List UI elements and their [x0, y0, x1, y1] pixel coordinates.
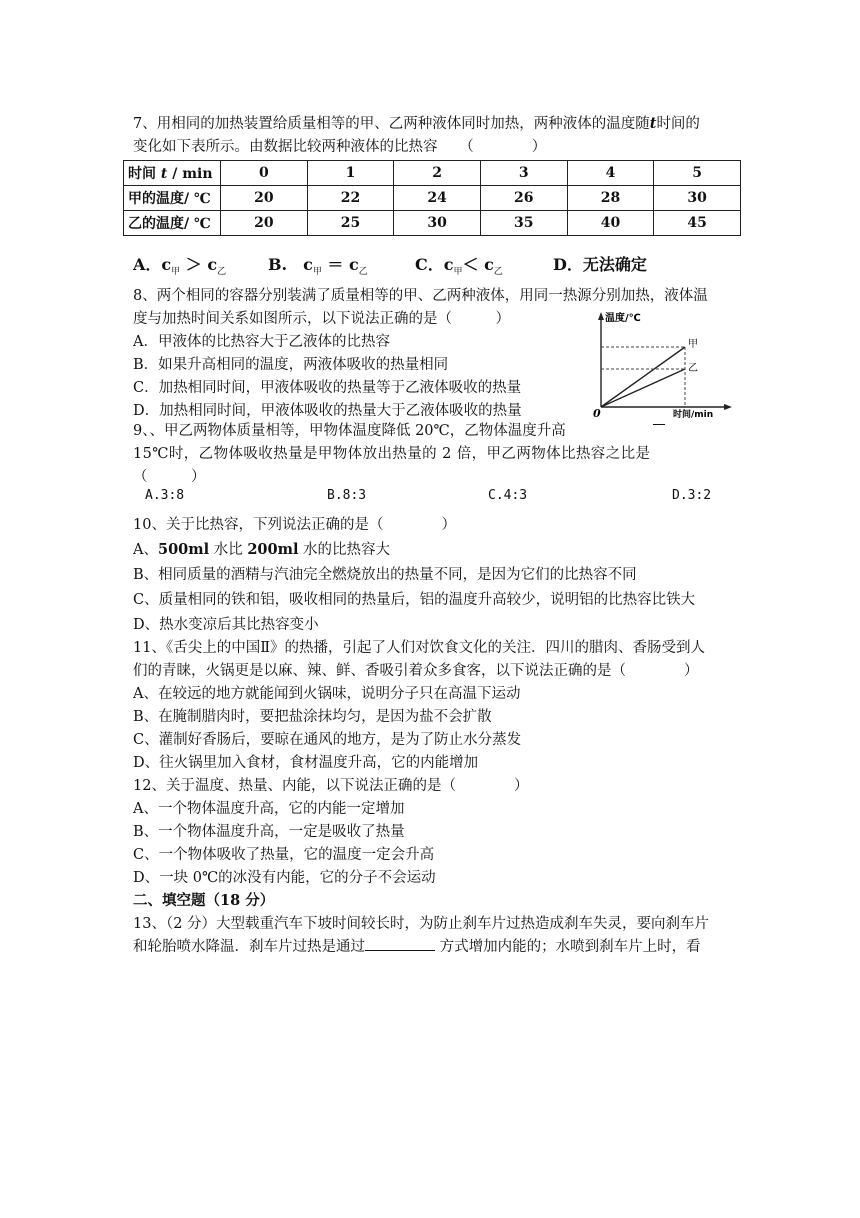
q10-stem: 10、关于比热容，下列说法正确的是（ ）	[133, 517, 456, 533]
table-cell: 45	[654, 211, 741, 236]
series-label-a: 甲	[688, 339, 698, 350]
table-cell: 30	[654, 186, 741, 211]
table-cell: 40	[567, 211, 654, 236]
series-line-b	[601, 369, 685, 407]
q7-option-d: D．无法确定	[553, 255, 647, 274]
table-row-label-a: 甲的温度/ ℃	[124, 186, 221, 211]
x-axis-arrow	[724, 404, 732, 410]
table-row	[124, 186, 741, 211]
q11-option-a: A、在较远的地方就能闻到火锅味，说明分子只在高温下运动	[133, 686, 521, 702]
q8-option-c: C．加热相同时间，甲液体吸收的热量等于乙液体吸收的热量	[133, 380, 522, 396]
table-cell: 30	[394, 211, 481, 236]
temperature-table	[123, 160, 741, 236]
q12-option-c: C、一个物体吸收了热量，它的温度一定会升高	[133, 847, 435, 863]
q10-option-b: B、相同质量的酒精与汽油完全燃烧放出的热量不同，是因为它们的比热容不同	[133, 567, 637, 583]
q7-option-b: B. $c_甲 = c_乙$	[268, 255, 368, 278]
temperature-time-graph	[585, 307, 735, 419]
table-row-label-b: 乙的温度/ ℃	[124, 211, 221, 236]
q11-stem-line1: 11、《舌尖上的中国Ⅱ》的热播，引起了人们对饮食文化的关注．四川的腊肉、香肠受到人	[133, 640, 706, 656]
series-label-b: 乙	[688, 363, 698, 374]
table-cell: 26	[480, 186, 567, 211]
answer-blank[interactable]	[365, 936, 435, 951]
q7-stem-line1: 7、用相同的加热装置给质量相等的甲、乙两种液体同时加热，两种液体的温度随t时间的	[133, 115, 700, 132]
q11-option-b: B、在腌制腊肉时，要把盐涂抹均匀，是因为盐不会扩散	[133, 709, 492, 725]
q10-option-a: A、500ml 水比 200ml 水的比热容大	[133, 541, 391, 558]
q7-option-a: A．$c_甲 > c_乙$	[133, 255, 227, 278]
q7-option-c: C．$c_甲< c_乙$	[415, 255, 503, 278]
table-cell: 2	[394, 161, 481, 186]
q9-option-c: C.4:3	[488, 488, 528, 503]
q9-option-d: D.3:2	[672, 488, 712, 503]
table-row	[124, 161, 741, 186]
table-cell: 24	[394, 186, 481, 211]
q9-stem-line2: 15℃时，乙物体吸收热量是甲物体放出热量的 2 倍，甲乙两物体比热容之比是	[133, 446, 651, 462]
q11-stem-line2: 们的青睐，火锅更是以麻、辣、鲜、香吸引着众多食客，以下说法正确的是（ ）	[133, 663, 699, 679]
q10-option-d: D、热水变凉后其比热容变小	[133, 617, 319, 633]
q8-option-d: D．加热相同时间，甲液体吸收的热量大于乙液体吸收的热量	[133, 403, 522, 419]
q11-option-d: D、往火锅里加入食材，食材温度升高，它的内能增加	[133, 755, 479, 771]
q13-stem-line2: 和轮胎喷水降温．刹车片过热是通过 方式增加内能的；水喷到刹车片上时，看	[133, 936, 743, 958]
q9-option-b: B.8:3	[327, 488, 367, 503]
series-line-a	[601, 347, 685, 407]
q12-option-b: B、一个物体温度升高，一定是吸收了热量	[133, 824, 405, 840]
q12-option-a: A、一个物体温度升高，它的内能一定增加	[133, 801, 405, 817]
table-cell: 3	[480, 161, 567, 186]
table-cell: 28	[567, 186, 654, 211]
y-axis-arrow	[598, 312, 604, 320]
table-cell: 35	[480, 211, 567, 236]
table-cell: 20	[221, 186, 308, 211]
q8-stem-line2: 度与加热时间关系如图所示，以下说法正确的是（ ）	[133, 311, 510, 327]
table-cell: 22	[307, 186, 394, 211]
table-cell: 0	[221, 161, 308, 186]
table-header-time: 时间 t / min	[124, 161, 221, 186]
table-cell: 4	[567, 161, 654, 186]
q10-option-c: C、质量相同的铁和铝，吸收相同的热量后，铝的温度升高较少，说明铝的比热容比铁大	[133, 592, 696, 608]
table-cell: 1	[307, 161, 394, 186]
t-symbol: t	[649, 115, 657, 132]
table-row	[124, 211, 741, 236]
q8-option-b: B．如果升高相同的温度，两液体吸收的热量相同	[133, 357, 449, 373]
section-title: 二、填空题（18 分）	[133, 892, 275, 909]
table-cell: 20	[221, 211, 308, 236]
table-cell: 5	[654, 161, 741, 186]
q8-stem-line1: 8、两个相同的容器分别装满了质量相等的甲、乙两种液体，用同一热源分别加热，液体温	[133, 288, 708, 304]
q13-stem-line1: 13、（2 分）大型载重汽车下坡时间较长时，为防止刹车片过热造成刹车失灵，要向刹车片	[133, 916, 710, 932]
origin-label: 0	[593, 407, 601, 419]
x-axis-label: 时间/min	[673, 410, 714, 419]
q9-stem-line3: （ ）	[133, 469, 206, 485]
q11-option-c: C、灌制好香肠后，要晾在通风的地方，是为了防止水分蒸发	[133, 732, 522, 748]
q7-stem-line2: 变化如下表所示。由数据比较两种液体的比热容 （ ）	[133, 139, 547, 155]
y-axis-label: 温度/℃	[605, 313, 641, 324]
q12-stem: 12、关于温度、热量、内能，以下说法正确的是（ ）	[133, 778, 529, 794]
q9-stem-line1: 9、、甲乙两物体质量相等，甲物体温度降低 20℃，乙物体温度升高	[133, 423, 566, 439]
q9-option-a: A.3:8	[145, 488, 185, 503]
q8-option-a: A．甲液体的比热容大于乙液体的比热容	[133, 334, 390, 350]
q12-option-d: D、一块 0℃的冰没有内能，它的分子不会运动	[133, 870, 436, 886]
table-cell: 25	[307, 211, 394, 236]
